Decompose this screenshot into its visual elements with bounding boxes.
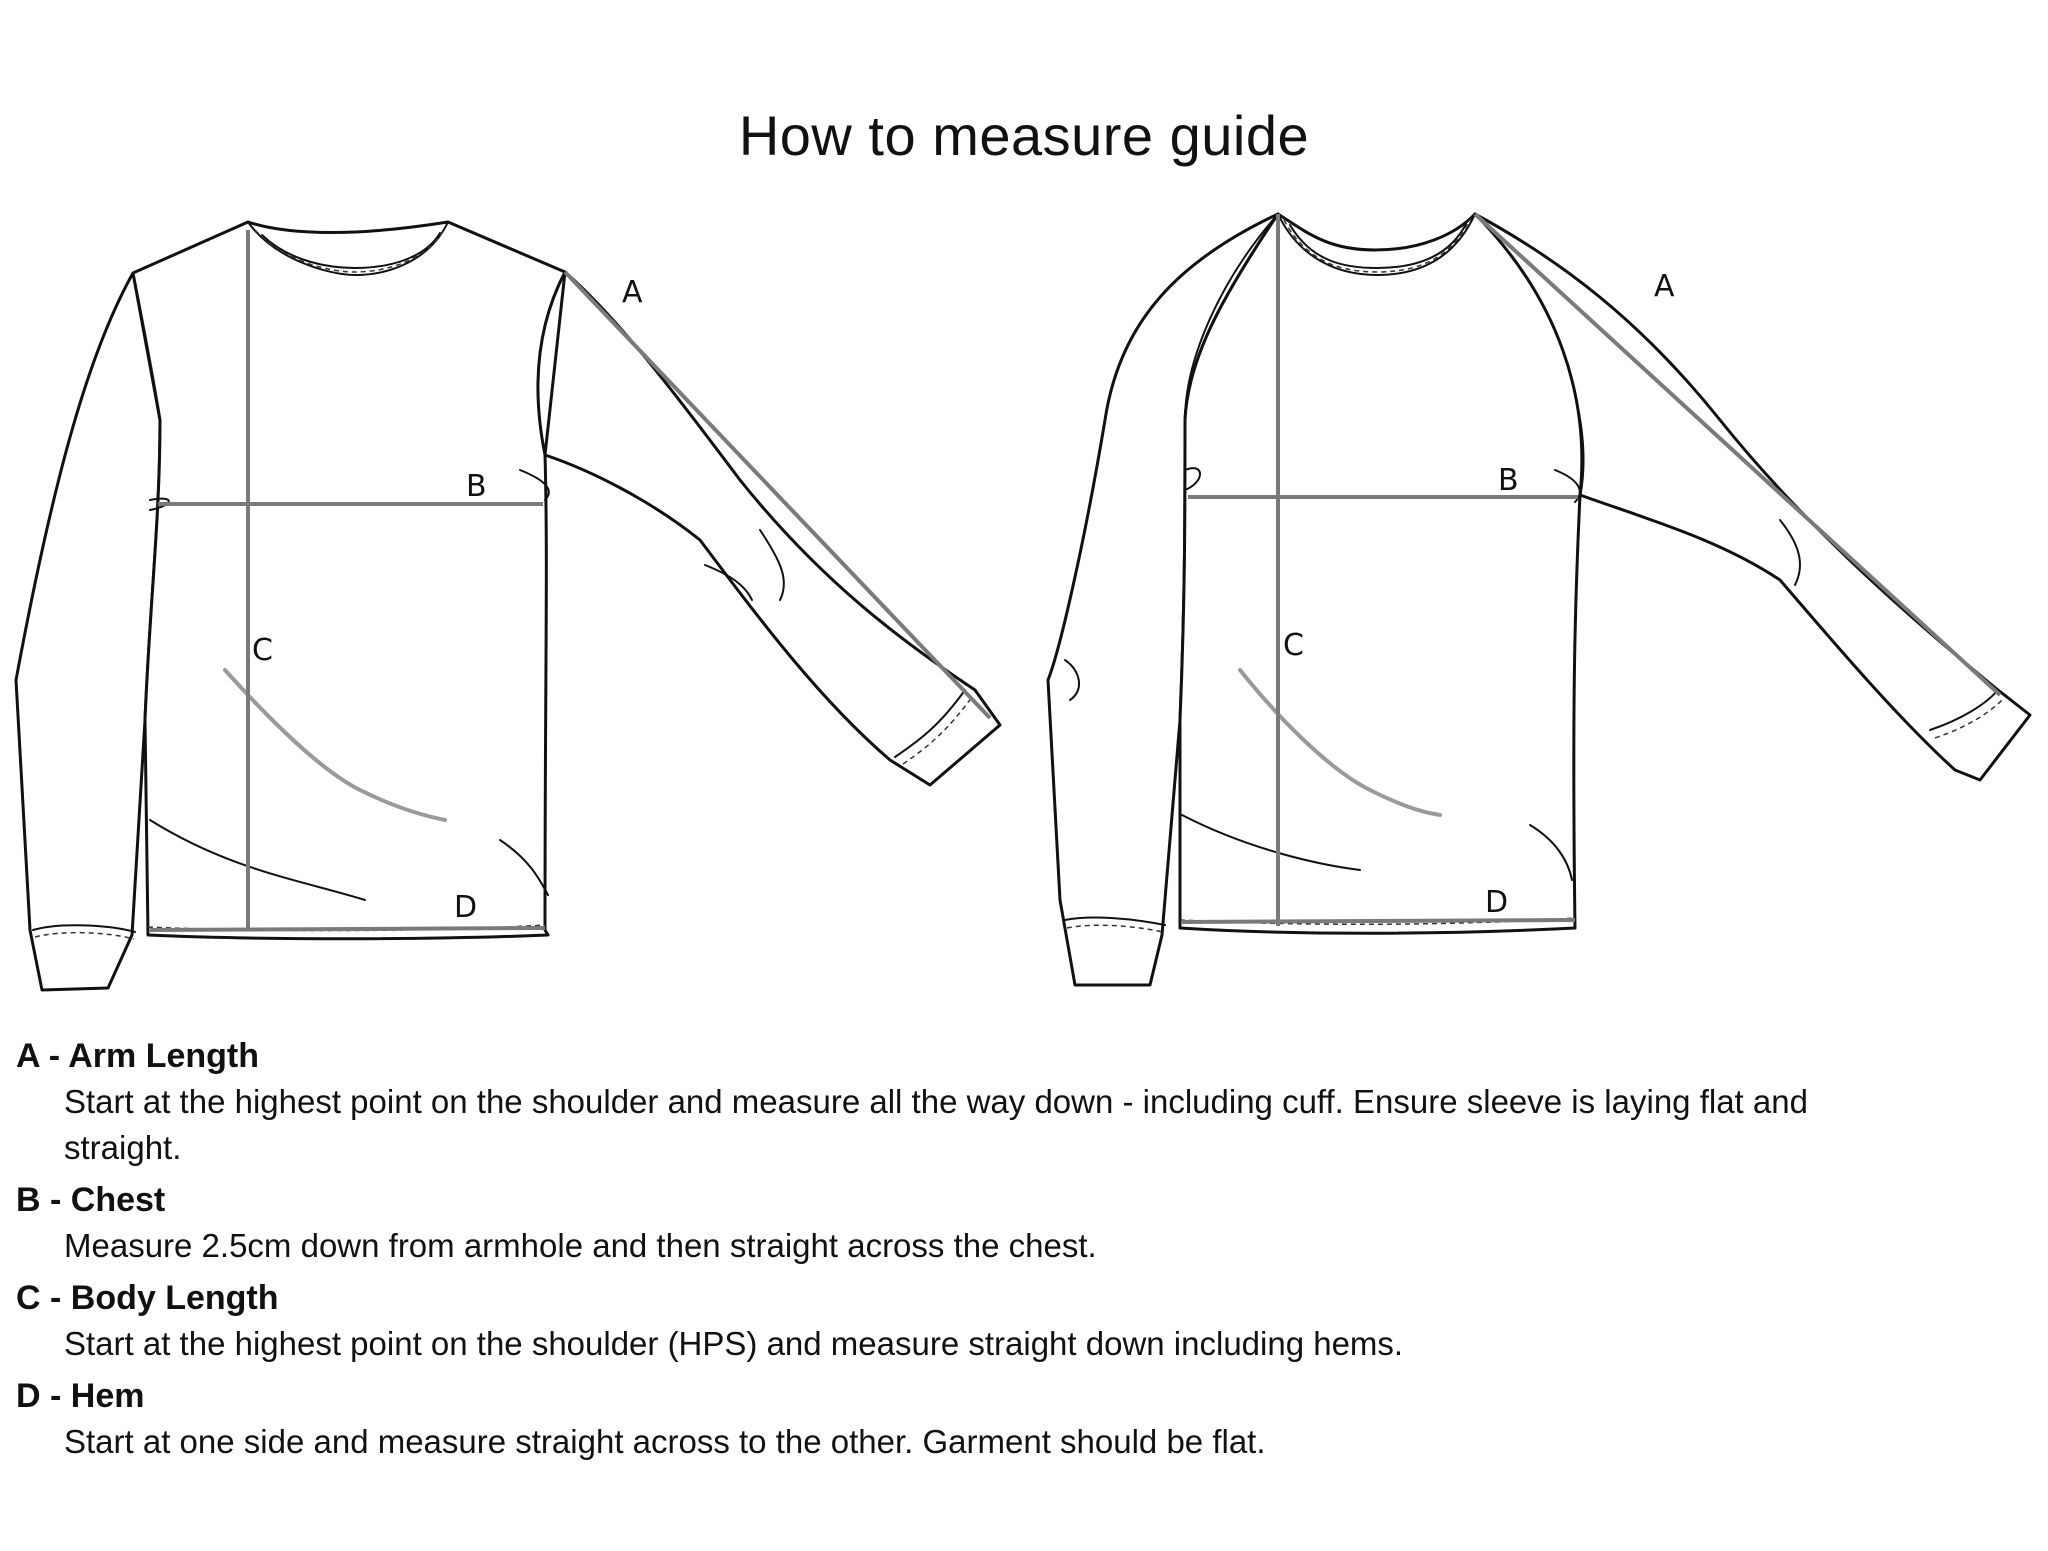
left-shirt-label-b: B (466, 469, 487, 504)
legend-item-chest (16, 1177, 1996, 1269)
left-shirt-label-d: D (454, 890, 478, 925)
legend-heading: C - Body Length (16, 1279, 279, 1317)
left-shirt-label-c: C (252, 633, 273, 668)
left-shirt-left-sleeve (16, 273, 160, 990)
legend-heading: A - Arm Length (16, 1037, 260, 1075)
legend-description: Measure 2.5cm down from armhole and then straight across the chest. (64, 1227, 1097, 1264)
left-shirt-body (133, 222, 565, 939)
legend-description: Start at one side and measure straight across to the other. Garment should be flat. (64, 1423, 1266, 1460)
legend-heading: D - Hem (16, 1377, 145, 1415)
legend-item-hem (16, 1373, 1996, 1465)
set-in-sleeve-shirt (16, 222, 1000, 990)
left-shirt-measure-d (150, 928, 545, 930)
right-shirt-label-d: D (1485, 885, 1509, 920)
left-shirt-right-sleeve (545, 272, 1000, 785)
page-title: How to measure guide (738, 104, 1310, 167)
legend-heading: B - Chest (16, 1181, 166, 1219)
left-shirt-label-a: A (622, 275, 643, 310)
legend-description: Start at the highest point on the shoulder (HPS) and measure straight down including hems. (64, 1325, 1404, 1362)
raglan-sleeve-shirt (1048, 214, 2030, 985)
shirts-illustration (0, 190, 2048, 1010)
legend-item-arm-length (16, 1033, 1996, 1171)
right-shirt-body (1180, 214, 1582, 933)
right-shirt-measure-d (1182, 920, 1575, 922)
legend-description: Start at the highest point on the shoulder and measure all the way down - including cuff. Ensure sleeve is laying flat and straight. (64, 1083, 1808, 1166)
legend-item-body-length (16, 1275, 1996, 1367)
measurement-diagram (0, 190, 2048, 1010)
left-shirt-measure-a (565, 272, 990, 718)
right-shirt-label-b: B (1498, 463, 1519, 498)
right-shirt-label-c: C (1283, 628, 1304, 663)
right-shirt-label-a: A (1654, 269, 1675, 304)
measurement-legend (16, 1033, 1996, 1471)
